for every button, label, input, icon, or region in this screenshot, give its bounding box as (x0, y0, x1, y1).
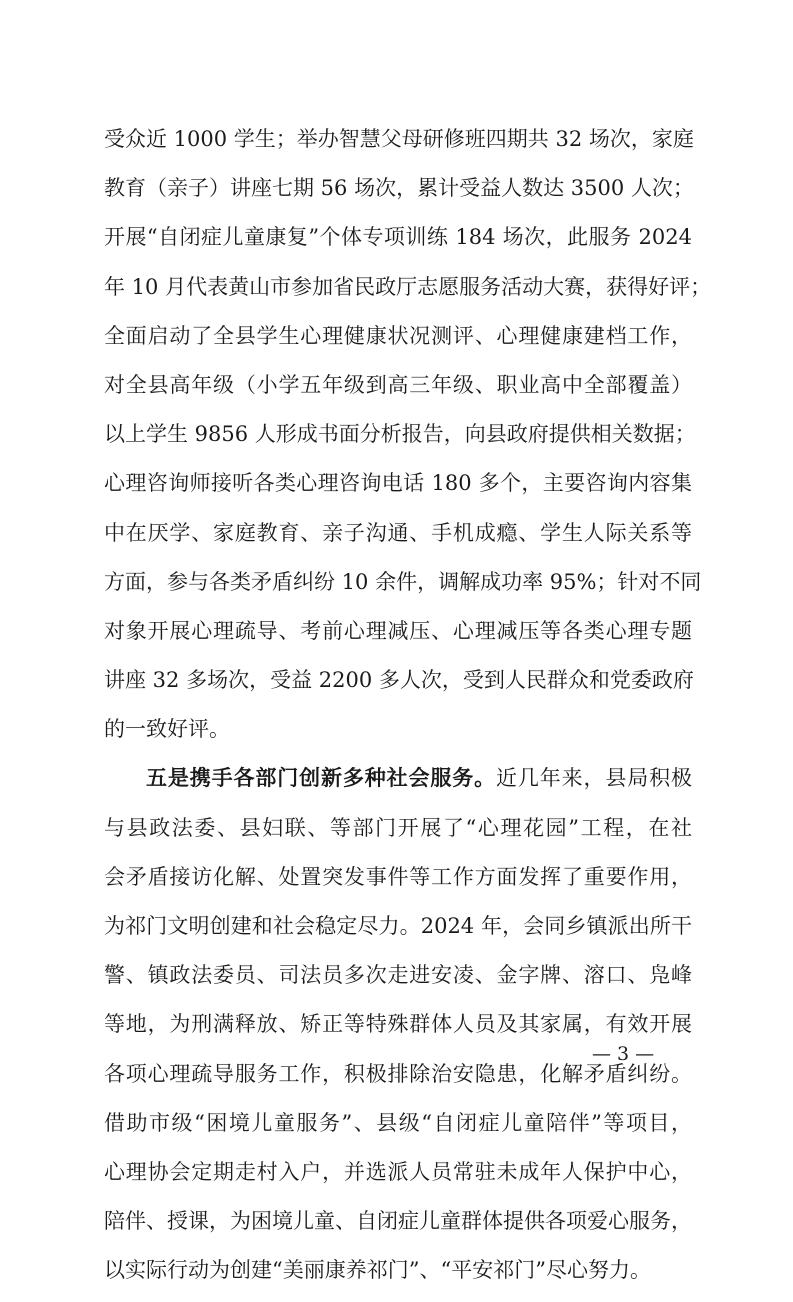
paragraph-line: 各项心理疏导服务工作，积极排除治安隐患，化解矛盾纠纷。 (104, 1061, 692, 1086)
paragraph-first-line (104, 760, 692, 809)
paragraph-line: 以上学生 9856 人形成书面分析报告，向县政府提供相关数据； (104, 422, 696, 447)
paragraph-line: 的一致好评。 (104, 717, 230, 742)
paragraph-line: 以实际行动为创建“美丽康养祁门”、“平安祁门”尽心努力。 (104, 1258, 651, 1283)
page-number: — 3 — (592, 1043, 655, 1065)
paragraph-line: 等地，为刑满释放、矫正等特殊群体人员及其家属，有效开展 (104, 1012, 692, 1037)
section-heading: 五是携手各部门创新多种社会服务。 (146, 765, 496, 791)
paragraph-line: 教育（亲子）讲座七期 56 场次，累计受益人数达 3500 人次； (104, 176, 694, 201)
paragraph-line: 借助市级“困境儿童服务”、县级“自闭症儿童陪伴”等项目， (104, 1110, 692, 1135)
paragraph-line: 陪伴、授课，为困境儿童、自闭症儿童群体提供各项爱心服务， (104, 1209, 692, 1234)
paragraph-line: 对全县高年级（小学五年级到高三年级、职业高中全部覆盖） (104, 372, 692, 397)
paragraph-line: 受众近 1000 学生；举办智慧父母研修班四期共 32 场次，家庭 (104, 127, 694, 151)
paragraph-1 (104, 121, 712, 760)
paragraph-line: 方面，参与各类矛盾纠纷 10 余件，调解成功率 95%；针对不同 (104, 569, 702, 594)
paragraph-line: 全面启动了全县学生心理健康状况测评、心理健康建档工作， (104, 323, 692, 348)
paragraph-line: 心理协会定期走村入户，并选派人员常驻未成年人保护中心， (104, 1159, 692, 1184)
paragraph-line: 心理咨询师接听各类心理咨询电话 180 多个，主要咨询内容集 (104, 471, 692, 496)
paragraph-line: 对象开展心理疏导、考前心理减压、心理减压等各类心理专题 (104, 618, 692, 643)
paragraph-line: 年 10 月代表黄山市参加省民政厅志愿服务活动大赛，获得好评； (104, 274, 712, 299)
paragraph-line-rest: 近几年来，县局积极 (496, 766, 692, 791)
paragraph-line: 与县政法委、县妇联、等部门开展了“心理花园”工程，在社 (104, 815, 692, 840)
paragraph-line: 讲座 32 多场次，受益 2200 多人次，受到人民群众和党委政府 (104, 668, 694, 693)
paragraph-2 (104, 760, 692, 1301)
paragraph-line: 会矛盾接访化解、处置突发事件等工作方面发挥了重要作用， (104, 864, 692, 889)
body-text (104, 121, 712, 1302)
paragraph-line: 为祁门文明创建和社会稳定尽力。2024 年，会同乡镇派出所干 (104, 914, 692, 938)
paragraph-line: 开展“自闭症儿童康复”个体专项训练 184 场次，此服务 2024 (104, 225, 692, 250)
paragraph-line: 中在厌学、家庭教育、亲子沟通、手机成瘾、学生人际关系等 (104, 520, 692, 545)
paragraph-line: 警、镇政法委员、司法员多次走进安凌、金字牌、溶口、凫峰 (104, 963, 692, 988)
